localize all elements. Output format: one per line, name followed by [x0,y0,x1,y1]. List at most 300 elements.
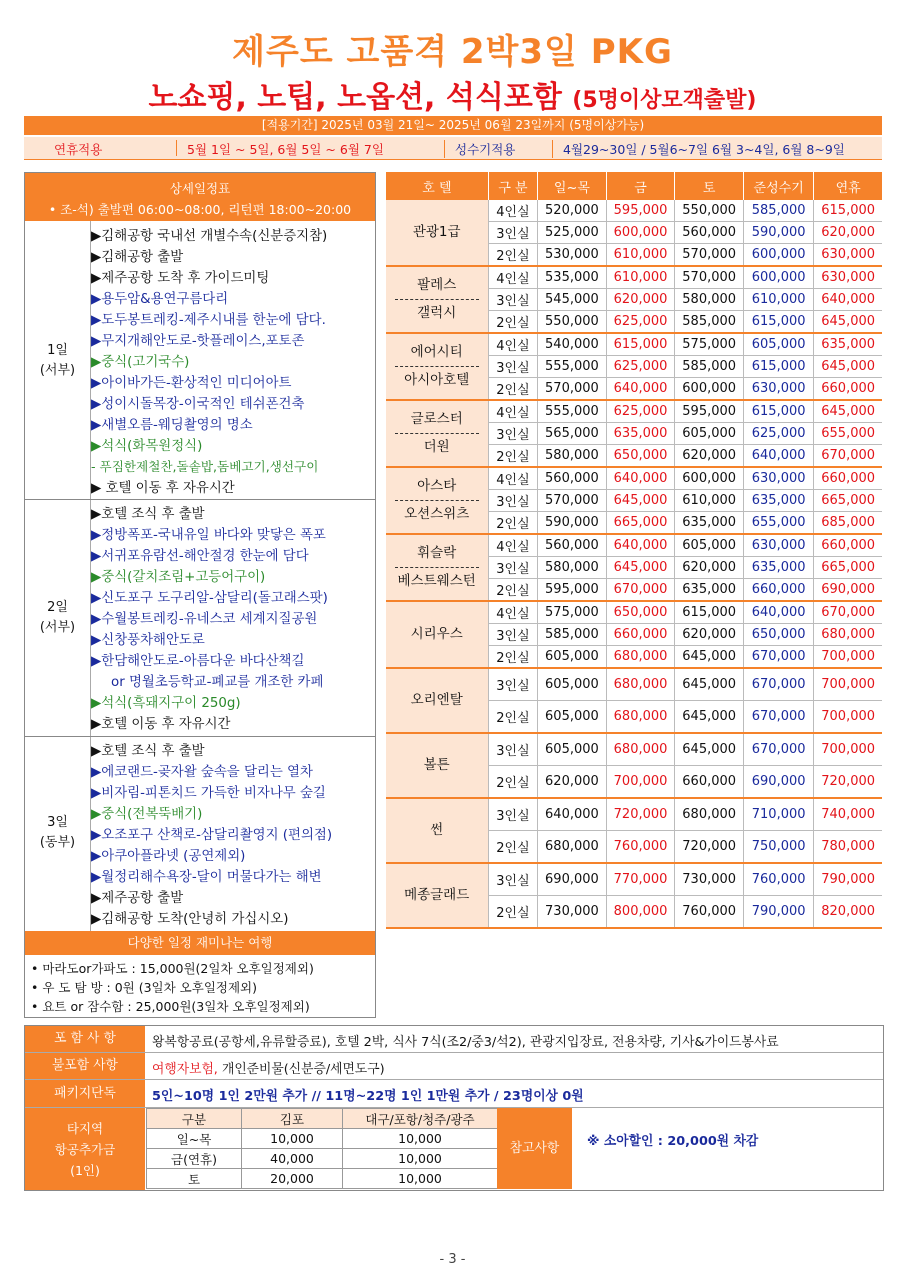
price-cell: 630,000 [743,467,813,490]
list-item: ▶성이시돌목장-이국적인 테쉬폰건축 [91,397,305,412]
list-item: ▶김해공항 국내선 개별수속(신분증지참) [91,229,328,244]
page-subtitle [0,72,905,116]
hotel-name: 휘슬락 [417,545,457,561]
price-cell: 585,000 [743,200,813,222]
header-type: 구 분 [488,172,537,200]
price-cell: 645,000 [814,400,882,423]
exclude-text-wrap [152,1058,385,1077]
price-cell: 660,000 [814,467,882,490]
price-cell: 790,000 [814,863,882,896]
room-type: 3인실 [488,624,537,646]
price-cell: 635,000 [743,490,813,512]
room-type: 2인실 [488,311,537,334]
air-cell: 일~목 [147,1129,242,1149]
price-cell: 645,000 [675,668,744,701]
price-cell: 780,000 [814,831,882,864]
price-cell: 680,000 [606,646,675,669]
list-item: ▶석식(화목원정식) [91,439,203,454]
price-cell: 700,000 [814,733,882,766]
price-cell: 760,000 [606,831,675,864]
day-3-area: (동부) [39,835,76,850]
price-cell: 610,000 [675,490,744,512]
room-type: 2인실 [488,244,537,267]
hotel-name: 썬 [430,822,444,838]
price-cell: 680,000 [814,624,882,646]
include-row [25,1026,883,1053]
price-cell: 620,000 [606,289,675,311]
price-cell: 555,000 [538,356,607,378]
price-cell: 570,000 [675,244,744,267]
list-item: ▶오조포구 산책로-삼달리촬영지 (편의점) [91,828,333,843]
price-cell: 620,000 [675,624,744,646]
table-row [386,668,883,701]
price-cell: 700,000 [814,646,882,669]
divider [395,299,479,300]
price-cell: 650,000 [606,601,675,624]
subtitle-note: (5명이상모객출발) [572,88,757,113]
list-item: ▶정방폭포-국내유일 바다와 맞닿은 폭포 [91,528,326,543]
list-item: ▶비자림-피톤치드 가득한 비자나무 숲길 [91,786,326,801]
price-cell: 580,000 [538,557,607,579]
price-cell: 660,000 [814,378,882,401]
price-cell: 620,000 [538,766,607,799]
list-item: ▶도두봉트레킹-제주시내를 한눈에 담다. [91,313,326,328]
price-cell: 615,000 [743,311,813,334]
price-cell: 635,000 [743,557,813,579]
price-cell: 670,000 [743,733,813,766]
hotel-name-cell [386,467,489,534]
price-cell: 655,000 [743,512,813,535]
peak-label: 성수기적용 [444,140,515,158]
price-cell: 700,000 [606,766,675,799]
price-cell: 635,000 [814,333,882,356]
table-row [386,266,883,289]
price-cell: 665,000 [814,490,882,512]
room-type: 2인실 [488,701,537,734]
room-type: 4인실 [488,266,537,289]
price-cell: 605,000 [675,534,744,557]
divider [395,433,479,434]
price-cell: 640,000 [538,798,607,831]
price-cell: 630,000 [814,266,882,289]
price-cell: 545,000 [538,289,607,311]
header-saturday: 토 [675,172,744,200]
hotel-name-cell [386,266,489,333]
list-item: ▶김해공항 출발 [91,250,184,265]
flight-times: • 조-석) 출발편 06:00~08:00, 리턴편 18:00~20:00 [48,202,352,217]
price-cell: 800,000 [606,896,675,929]
list-item: ▶제주공항 도착 후 가이드미팅 [91,271,270,286]
day-1-label: 1일 [47,343,68,358]
hotel-name-cell [386,798,489,863]
price-cell: 645,000 [814,311,882,334]
price-cell: 650,000 [743,624,813,646]
price-cell: 600,000 [675,378,744,401]
room-type: 2인실 [488,766,537,799]
list-item: • 요트 or 잠수함 : 25,000원(3일차 오후일정제외) [31,999,310,1014]
hotel-name: 관광1급 [412,224,461,240]
price-cell: 615,000 [743,400,813,423]
price-cell: 525,000 [538,222,607,244]
price-cell: 605,000 [743,333,813,356]
price-cell: 585,000 [675,356,744,378]
price-cell: 565,000 [538,423,607,445]
list-item: ▶석식(흑돼지구이 250g) [91,696,241,711]
room-type: 4인실 [488,400,537,423]
price-cell: 635,000 [675,579,744,602]
price-cell: 625,000 [743,423,813,445]
room-type: 2인실 [488,831,537,864]
price-cell: 615,000 [675,601,744,624]
price-cell: 590,000 [538,512,607,535]
room-type: 2인실 [488,579,537,602]
price-cell: 555,000 [538,400,607,423]
list-item: ▶중식(고기국수) [91,355,190,370]
list-item: ▶중식(갈치조림+고등어구이) [91,570,266,585]
room-type: 4인실 [488,534,537,557]
price-cell: 630,000 [743,534,813,557]
room-type: 3인실 [488,863,537,896]
table-row [386,863,883,896]
page-title: 제주도 고품격 2박3일 PKG [232,32,673,72]
price-cell: 620,000 [675,557,744,579]
price-cell: 530,000 [538,244,607,267]
list-item: ▶김해공항 도착(안녕히 가십시오) [91,912,289,927]
peak-dates: 4월29~30일 / 5월6~7일 6월 3~4일, 6월 8~9일 [552,140,845,158]
price-cell: 640,000 [743,601,813,624]
price-cell: 645,000 [675,701,744,734]
table-row [147,1149,498,1169]
price-cell: 605,000 [675,423,744,445]
list-item: ▶한담해안도로-아름다운 바다산책길 [91,654,305,669]
table-row [386,798,883,831]
room-type: 4인실 [488,200,537,222]
price-cell: 600,000 [675,467,744,490]
list-item: ▶신도포구 도구리알-삼달리(돌고래스팟) [91,591,328,606]
air-surcharge-table [146,1108,498,1189]
price-cell: 640,000 [606,534,675,557]
price-cell: 665,000 [814,557,882,579]
price-cell: 730,000 [538,896,607,929]
list-item: ▶무지개해안도로-핫플레이스,포토존 [91,334,305,349]
price-cell: 595,000 [606,200,675,222]
air-cell: 10,000 [343,1149,498,1169]
price-cell: 820,000 [814,896,882,929]
price-cell: 615,000 [814,200,882,222]
price-cell: 540,000 [538,333,607,356]
price-cell: 635,000 [606,423,675,445]
list-item: or 명월초등학교-폐교를 개조한 카페 [111,675,324,690]
price-cell: 680,000 [675,798,744,831]
price-cell: 730,000 [675,863,744,896]
air-header-gimpo: 김포 [242,1109,343,1129]
room-type: 3인실 [488,733,537,766]
price-cell: 670,000 [743,668,813,701]
price-cell: 605,000 [538,733,607,766]
air-cell: 40,000 [242,1149,343,1169]
price-cell: 630,000 [814,244,882,267]
group-row [25,1080,883,1108]
price-cell: 720,000 [606,798,675,831]
list-item: ▶아이바가든-환상적인 미디어아트 [91,376,292,391]
refer-text: ※ 소아할인 : 20,000원 차감 [587,1134,759,1149]
price-cell: 680,000 [538,831,607,864]
hotel-name: 메종글래드 [404,887,470,903]
price-cell: 605,000 [538,668,607,701]
list-item: ▶중식(전복뚝배기) [91,807,203,822]
list-item: • 마라도or가파도 : 15,000원(2일차 오후일정제외) [31,961,314,976]
price-cell: 665,000 [606,512,675,535]
list-item: ▶호텔 조식 후 출발 [91,507,205,522]
price-cell: 660,000 [814,534,882,557]
room-type: 3인실 [488,490,537,512]
air-cell: 토 [147,1169,242,1189]
price-cell: 685,000 [814,512,882,535]
exclude-insurance: 여행자보험, [152,1062,218,1077]
air-cell: 금(연휴) [147,1149,242,1169]
price-cell: 640,000 [814,289,882,311]
price-cell: 560,000 [538,534,607,557]
price-cell: 680,000 [606,733,675,766]
include-text: 왕복항공료(공항세,유류할증료), 호텔 2박, 식사 7식(조2/중3/석2), 관광지입장료, 전용차량, 기사&가이드봉사료 [152,1035,779,1050]
table-row [386,601,883,624]
hotel-name: 글로스터 [410,411,463,427]
divider [395,500,479,501]
room-type: 2인실 [488,896,537,929]
price-cell: 670,000 [814,445,882,468]
list-item: ▶서귀포유람선-해안절경 한눈에 담다 [91,549,309,564]
price-cell: 605,000 [538,701,607,734]
price-cell: 535,000 [538,266,607,289]
room-type: 2인실 [488,378,537,401]
room-type: 3인실 [488,798,537,831]
day-1-cell [25,221,91,499]
price-cell: 645,000 [814,356,882,378]
day-3-label: 3일 [47,815,68,830]
price-cell: 550,000 [538,311,607,334]
page-number: - 3 - [439,1252,466,1267]
price-cell: 580,000 [675,289,744,311]
list-item: ▶용두암&용연구름다리 [91,292,229,307]
price-cell: 625,000 [606,400,675,423]
list-item: ▶수월봉트레킹-유네스코 세계지질공원 [91,612,318,627]
price-cell: 645,000 [606,490,675,512]
schedule-title: 상세일정표 [169,181,231,196]
extras-header: 다양한 일정 재미나는 여행 [25,931,375,955]
day-2-label: 2일 [47,600,68,615]
room-type: 3인실 [488,557,537,579]
hotel-name: 갤럭시 [417,305,457,321]
list-item: • 우 도 탐 방 : 0원 (3일차 오후일정제외) [31,980,258,995]
price-cell: 610,000 [743,289,813,311]
room-type: 2인실 [488,646,537,669]
divider [395,567,479,568]
table-row [147,1129,498,1149]
hotel-name: 팔레스 [417,277,457,293]
hotel-name-cell [386,863,489,928]
price-cell: 660,000 [743,579,813,602]
price-cell: 590,000 [743,222,813,244]
group-label: 패키지단독 [25,1080,145,1107]
price-cell: 690,000 [743,766,813,799]
price-cell: 575,000 [675,333,744,356]
price-cell: 620,000 [675,445,744,468]
price-cell: 660,000 [675,766,744,799]
price-cell: 585,000 [675,311,744,334]
include-label: 포 함 사 항 [25,1026,145,1052]
price-cell: 670,000 [743,701,813,734]
price-cell: 570,000 [675,266,744,289]
price-cell: 690,000 [814,579,882,602]
room-type: 3인실 [488,423,537,445]
price-cell: 605,000 [538,646,607,669]
header-hotel: 호 텔 [386,172,489,200]
hotel-name: 오션스위츠 [404,506,470,522]
price-cell: 575,000 [538,601,607,624]
price-cell: 700,000 [814,668,882,701]
refer-label: 참고사항 [497,1108,572,1189]
price-cell: 520,000 [538,200,607,222]
price-cell: 645,000 [675,646,744,669]
price-cell: 570,000 [538,490,607,512]
header-friday: 금 [606,172,675,200]
hotel-name: 볼튼 [423,757,450,773]
list-item: ▶에코랜드-곶자왈 숲속을 달리는 열차 [91,765,313,780]
price-cell: 560,000 [538,467,607,490]
price-cell: 615,000 [606,333,675,356]
price-cell: 600,000 [606,222,675,244]
price-cell: 625,000 [606,311,675,334]
list-item: ▶신창풍차해안도로 [91,633,205,648]
price-cell: 580,000 [538,445,607,468]
hotel-name: 오리엔탈 [410,692,463,708]
day-3-cell [25,737,91,931]
price-cell: 770,000 [606,863,675,896]
price-cell: 625,000 [606,356,675,378]
exclude-label: 불포함 사항 [25,1053,145,1079]
exclude-text: 개인준비물(신분증/세면도구) [217,1062,385,1077]
price-cell: 670,000 [814,601,882,624]
day-2-cell [25,500,91,736]
hotel-name-cell [386,200,489,266]
hotel-name: 베스트웨스턴 [397,573,476,589]
day-1-area: (서부) [39,363,76,378]
air-header-type: 구분 [147,1109,242,1129]
price-cell: 720,000 [675,831,744,864]
price-cell: 610,000 [606,244,675,267]
header-weekday: 일~목 [538,172,607,200]
table-row [386,400,883,423]
info-panel [24,1025,884,1191]
price-cell: 690,000 [538,863,607,896]
price-table [385,172,882,929]
list-item: ▶호텔 조식 후 출발 [91,744,205,759]
hotel-name-cell [386,534,489,601]
list-item: ▶제주공항 출발 [91,891,184,906]
price-cell: 655,000 [814,423,882,445]
air-cell: 20,000 [242,1169,343,1189]
price-table-header [386,172,883,200]
price-cell: 700,000 [814,701,882,734]
hotel-name-cell [386,400,489,467]
air-cell: 10,000 [242,1129,343,1149]
price-cell: 595,000 [538,579,607,602]
hotel-name: 에어시티 [410,344,463,360]
table-row [386,333,883,356]
room-type: 2인실 [488,512,537,535]
room-type: 3인실 [488,222,537,244]
hotel-name: 시리우스 [410,626,463,642]
price-cell: 585,000 [538,624,607,646]
hotel-name-cell [386,333,489,400]
price-cell: 760,000 [675,896,744,929]
price-cell: 640,000 [606,467,675,490]
price-cell: 550,000 [675,200,744,222]
divider [395,366,479,367]
air-label-2: 항공추가금 [54,1142,116,1157]
price-cell: 670,000 [606,579,675,602]
price-cell: 630,000 [743,378,813,401]
price-cell: 600,000 [743,244,813,267]
header-semi-peak: 준성수기 [743,172,813,200]
air-label-3: (1인) [70,1163,100,1178]
air-header-region: 대구/포항/청주/광주 [343,1109,498,1129]
day-2-area: (서부) [39,620,76,635]
price-cell: 595,000 [675,400,744,423]
air-cell: 10,000 [343,1129,498,1149]
hotel-name-cell [386,601,489,668]
price-cell: 740,000 [814,798,882,831]
price-cell: 750,000 [743,831,813,864]
price-cell: 760,000 [743,863,813,896]
list-item: ▶아쿠아플라넷 (공연제외) [91,849,246,864]
room-type: 2인실 [488,445,537,468]
price-cell: 650,000 [606,445,675,468]
price-cell: 640,000 [743,445,813,468]
room-type: 4인실 [488,333,537,356]
hotel-name-cell [386,733,489,798]
price-cell: 790,000 [743,896,813,929]
list-item: - 푸짐한제철찬,돌솥밥,돔베고기,생선구이 [91,459,319,474]
hotel-name: 아스타 [417,478,457,494]
room-type: 3인실 [488,668,537,701]
table-row [147,1169,498,1189]
price-cell: 720,000 [814,766,882,799]
schedule-panel [24,172,376,1018]
price-cell: 600,000 [743,266,813,289]
price-cell: 645,000 [606,557,675,579]
list-item: ▶ 호텔 이동 후 자유시간 [91,481,235,496]
air-cell: 10,000 [343,1169,498,1189]
hotel-name-cell [386,668,489,733]
table-row [147,1109,498,1129]
price-cell: 560,000 [675,222,744,244]
holiday-dates: 5월 1일 ~ 5일, 6월 5일 ~ 6월 7일 [176,140,384,156]
air-label [25,1108,145,1190]
price-cell: 635,000 [675,512,744,535]
schedule-header [25,173,375,221]
price-cell: 660,000 [606,624,675,646]
list-item: ▶호텔 이동 후 자유시간 [91,717,231,732]
subtitle-main: 노쇼핑, 노팁, 노옵션, 석식포함 [148,80,562,115]
apply-period: [적용기간] 2025년 03월 21일~ 2025년 06월 23일까지 (5명이상가능) [24,116,882,135]
price-cell: 645,000 [675,733,744,766]
air-label-1: 타지역 [66,1121,104,1136]
list-item: ▶월정리해수욕장-달이 머물다가는 해변 [91,870,322,885]
holiday-label: 연휴적용 [54,142,103,157]
price-cell: 610,000 [606,266,675,289]
price-cell: 710,000 [743,798,813,831]
